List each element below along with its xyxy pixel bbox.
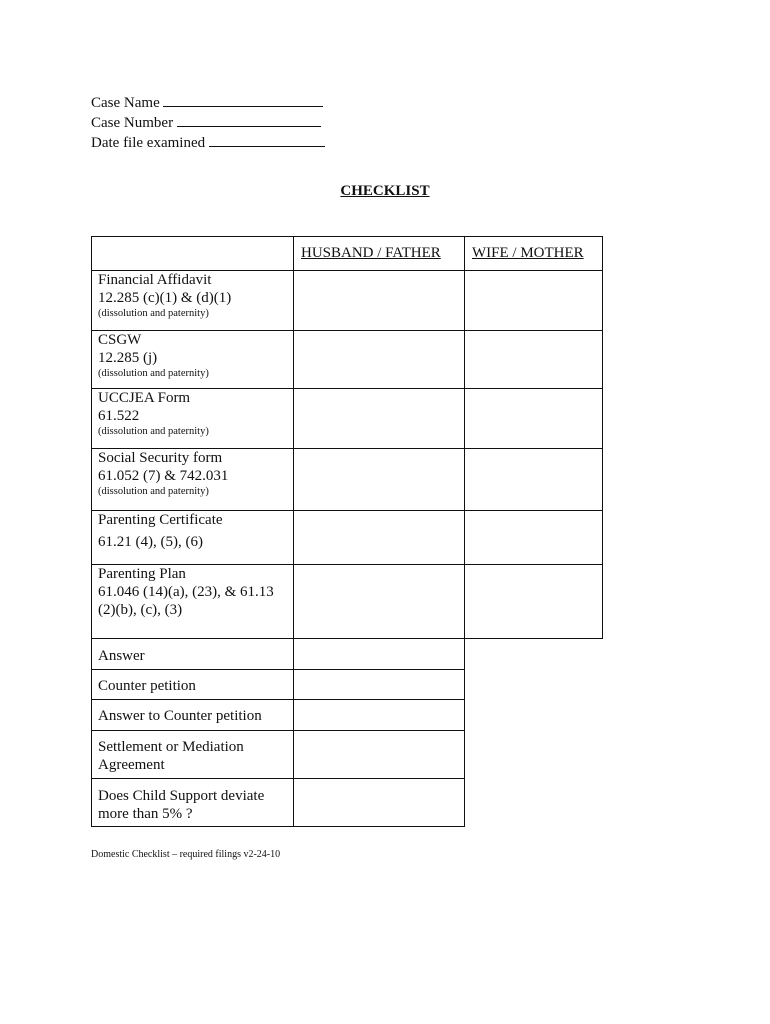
check-cell[interactable] — [294, 670, 465, 700]
table-row — [92, 389, 603, 449]
doc-cell-parenting-plan — [92, 565, 294, 639]
case-name-label: Case Name — [91, 95, 160, 111]
outside-cell — [465, 779, 603, 827]
husband-father-header: HUSBAND / FATHER — [301, 245, 441, 261]
husband-check-cell[interactable] — [294, 271, 465, 331]
doc-statute: 12.285 (j) — [98, 350, 158, 366]
page-title: CHECKLIST — [340, 183, 430, 199]
outside-cell — [465, 731, 603, 779]
table-row — [92, 331, 603, 389]
table-row — [92, 565, 603, 639]
wife-check-cell[interactable] — [465, 565, 603, 639]
doc-cell-financial-affidavit — [92, 271, 294, 331]
doc-name: Parenting Certificate — [98, 512, 223, 528]
doc-note: (dissolution and paternity) — [98, 368, 209, 379]
doc-name: Parenting Plan — [98, 566, 186, 582]
table-row — [92, 511, 603, 565]
husband-check-cell[interactable] — [294, 511, 465, 565]
wife-check-cell[interactable] — [465, 511, 603, 565]
wife-mother-header: WIFE / MOTHER — [472, 245, 584, 261]
doc-statute-cont: (2)(b), (c), (3) — [98, 602, 183, 618]
doc-statute: 12.285 (c)(1) & (d)(1) — [98, 290, 232, 306]
case-name-blank[interactable] — [163, 92, 323, 107]
date-examined-row — [91, 132, 325, 152]
table-row — [92, 700, 603, 731]
doc-name: Counter petition — [98, 678, 196, 694]
table-row — [92, 731, 603, 779]
husband-header-cell — [294, 237, 465, 271]
doc-cell-csgw — [92, 331, 294, 389]
footer-text: Domestic Checklist – required filings v2-24-10 — [91, 849, 281, 860]
wife-check-cell[interactable] — [465, 271, 603, 331]
check-cell[interactable] — [294, 731, 465, 779]
husband-check-cell[interactable] — [294, 565, 465, 639]
wife-check-cell[interactable] — [465, 389, 603, 449]
table-row — [92, 639, 603, 670]
doc-cell-answer-counter — [92, 700, 294, 731]
wife-header-cell — [465, 237, 603, 271]
doc-cell-counter-petition — [92, 670, 294, 700]
doc-cell-answer — [92, 639, 294, 670]
case-number-label: Case Number — [91, 115, 174, 131]
doc-cell-uccjea — [92, 389, 294, 449]
check-cell[interactable] — [294, 700, 465, 731]
doc-statute: 61.052 (7) & 742.031 — [98, 468, 229, 484]
doc-name: Does Child Support deviate — [98, 788, 265, 804]
check-cell[interactable] — [294, 639, 465, 670]
outside-cell — [465, 700, 603, 731]
case-header — [91, 92, 325, 152]
doc-name: Answer to Counter petition — [98, 708, 262, 724]
header-blank-cell — [92, 237, 294, 271]
husband-check-cell[interactable] — [294, 389, 465, 449]
doc-cell-parenting-certificate — [92, 511, 294, 565]
doc-name-cont: more than 5% ? — [98, 806, 193, 822]
husband-check-cell[interactable] — [294, 449, 465, 511]
date-examined-label: Date file examined — [91, 135, 206, 151]
table-row — [92, 449, 603, 511]
outside-cell — [465, 670, 603, 700]
doc-statute: 61.046 (14)(a), (23), & 61.13 — [98, 584, 274, 600]
doc-name: UCCJEA Form — [98, 390, 191, 406]
doc-name: CSGW — [98, 332, 142, 348]
case-number-row — [91, 112, 325, 132]
table-row — [92, 271, 603, 331]
doc-statute: 61.21 (4), (5), (6) — [98, 534, 203, 550]
checklist-table — [91, 236, 603, 827]
check-cell[interactable] — [294, 779, 465, 827]
doc-note: (dissolution and paternity) — [98, 486, 209, 497]
doc-cell-child-support — [92, 779, 294, 827]
outside-cell — [465, 639, 603, 670]
doc-cell-social-security — [92, 449, 294, 511]
doc-name: Financial Affidavit — [98, 272, 212, 288]
wife-check-cell[interactable] — [465, 331, 603, 389]
wife-check-cell[interactable] — [465, 449, 603, 511]
case-number-blank[interactable] — [177, 112, 321, 127]
doc-note: (dissolution and paternity) — [98, 308, 209, 319]
doc-name: Social Security form — [98, 450, 223, 466]
case-name-row — [91, 92, 325, 112]
doc-statute: 61.522 — [98, 408, 140, 424]
table-row — [92, 670, 603, 700]
doc-name-cont: Agreement — [98, 757, 165, 773]
doc-cell-settlement — [92, 731, 294, 779]
doc-name: Settlement or Mediation — [98, 739, 244, 755]
date-examined-blank[interactable] — [209, 132, 325, 147]
doc-note: (dissolution and paternity) — [98, 426, 209, 437]
doc-name: Answer — [98, 648, 145, 664]
table-header-row — [92, 237, 603, 271]
table-row — [92, 779, 603, 827]
husband-check-cell[interactable] — [294, 331, 465, 389]
